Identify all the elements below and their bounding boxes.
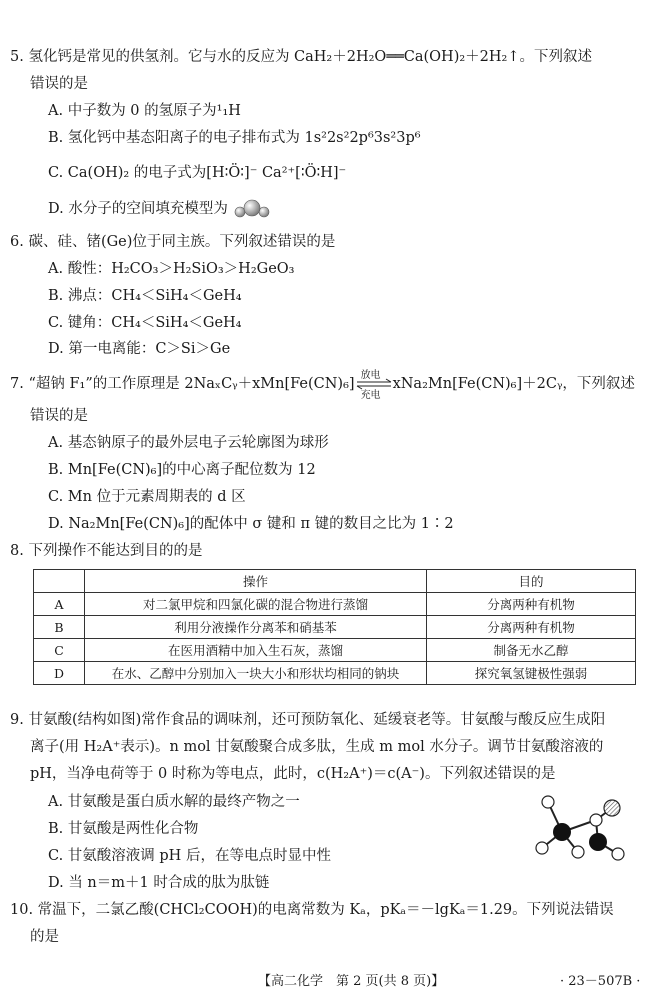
table-header-cell: 操作 (85, 570, 427, 593)
q10-stem-line1: 10. 常温下，二氯乙酸(CHCl₂COOH)的电离常数为 Kₐ，pKₐ＝－lgKₐ＝1.29。下列说法错误 (10, 902, 614, 918)
q7-option-c: C. Mn 位于元素周期表的 d 区 (48, 489, 246, 505)
q5-option-a: A. 中子数为 0 的氢原子为¹₁H (48, 103, 241, 119)
table-cell-operation: 利用分液操作分离苯和硝基苯 (85, 616, 427, 639)
hydrogen-atom (612, 848, 624, 860)
table-row (34, 616, 636, 639)
carbon-atom (589, 833, 607, 851)
water-space-filling-model (232, 199, 272, 219)
table-cell-label: A (34, 593, 85, 616)
q9-stem-line2: 离子(用 H₂A⁺表示)。n mol 甘氨酸聚合成多肽，生成 m mol 水分子。调节甘氨酸溶液的 (30, 739, 604, 755)
reaction-arrow (355, 370, 393, 401)
hydrogen-atom (590, 814, 602, 826)
q5-option-d (48, 199, 272, 219)
hydrogen-atom (542, 796, 554, 808)
q9-option-d: D. 当 n＝m＋1 时合成的肽为肽链 (48, 875, 270, 891)
table-cell-operation: 在医用酒精中加入生石灰，蒸馏 (85, 639, 427, 662)
table-header-cell (34, 570, 85, 593)
q6-option-a: A. 酸性：H₂CO₃＞H₂SiO₃＞H₂GeO₃ (48, 261, 295, 277)
q6-stem: 6. 碳、硅、锗(Ge)位于同主族。下列叙述错误的是 (10, 234, 336, 250)
q7-option-d: D. Na₂Mn[Fe(CN)₆]的配体中 σ 键和 π 键的数目之比为 1∶2 (48, 516, 454, 532)
q6-option-c: C. 键角：CH₄＜SiH₄＜GeH₄ (48, 315, 242, 331)
table-cell-label: D (34, 662, 85, 685)
q5-stem-line2: 错误的是 (30, 76, 88, 92)
hydrogen-atom (572, 846, 584, 858)
q10-stem-line2: 的是 (30, 929, 59, 945)
table-cell-label: C (34, 639, 85, 662)
carbon-atom (553, 823, 571, 841)
arrow-label-charge: 充电 (360, 390, 381, 401)
table-cell-purpose: 分离两种有机物 (427, 593, 636, 616)
table-cell-purpose: 制备无水乙醇 (427, 639, 636, 662)
hydrogen-atom (536, 842, 548, 854)
page-footer-code: · 23－507B · (560, 974, 641, 989)
q7-stem-line2: 错误的是 (30, 408, 88, 424)
table-cell-operation: 对二氯甲烷和四氯化碳的混合物进行蒸馏 (85, 593, 427, 616)
q7-stem-part2: xNa₂Mn[Fe(CN)₆]＋2Cᵧ，下列叙述 (392, 376, 635, 392)
q9-option-a: A. 甘氨酸是蛋白质水解的最终产物之一 (48, 794, 300, 810)
table-row (34, 639, 636, 662)
table-row (34, 662, 636, 685)
glycine-ball-and-stick-model (528, 790, 638, 870)
table-cell-label: B (34, 616, 85, 639)
table-cell-purpose: 分离两种有机物 (427, 616, 636, 639)
q7-stem-line1 (10, 370, 635, 401)
q9-option-b: B. 甘氨酸是两性化合物 (48, 821, 199, 837)
table-header-row (34, 570, 636, 593)
table-cell-operation: 在水、乙醇中分别加入一块大小和形状均相同的钠块 (85, 662, 427, 685)
q7-option-a: A. 基态钠原子的最外层电子云轮廓图为球形 (48, 435, 329, 451)
arrow-label-discharge: 放电 (360, 370, 381, 381)
oxygen-atom (604, 800, 620, 816)
q7-stem-part1: 7. “超钠 F₁”的工作原理是 2NaₓCᵧ＋xMn[Fe(CN)₆] (10, 376, 355, 392)
table-row (34, 593, 636, 616)
q6-option-b: B. 沸点：CH₄＜SiH₄＜GeH₄ (48, 288, 242, 304)
q9-stem-line1: 9. 甘氨酸(结构如图)常作食品的调味剂，还可预防氧化、延缓衰老等。甘氨酸与酸反应生成阳 (10, 712, 606, 728)
q5-option-b: B. 氢化钙中基态阳离子的电子排布式为 1s²2s²2p⁶3s²3p⁶ (48, 130, 421, 146)
q7-option-b: B. Mn[Fe(CN)₆]的中心离子配位数为 12 (48, 462, 316, 478)
q6-option-d: D. 第一电离能：C＞Si＞Ge (48, 341, 231, 357)
q9-option-c: C. 甘氨酸溶液调 pH 后，在等电点时显中性 (48, 848, 331, 864)
q8-stem: 8. 下列操作不能达到目的的是 (10, 543, 203, 559)
table-header-cell: 目的 (427, 570, 636, 593)
q9-stem-line3: pH，当净电荷等于 0 时称为等电点，此时，c(H₂A⁺)＝c(A⁻)。下列叙述错误的是 (30, 766, 556, 782)
q5-stem-line1: 5. 氢化钙是常见的供氢剂。它与水的反应为 CaH₂＋2H₂O══Ca(OH)₂＋2H₂↑。下列叙述 (10, 49, 593, 65)
page-footer-center: 【高二化学 第 2 页(共 8 页)】 (258, 974, 445, 989)
table-cell-purpose: 探究氧氢键极性强弱 (427, 662, 636, 685)
q8-table (33, 569, 636, 685)
q5-option-c: C. Ca(OH)₂ 的电子式为[H∶Ö∶]⁻ Ca²⁺[∶Ö∶H]⁻ (48, 165, 347, 181)
q5-option-d-text: D. 水分子的空间填充模型为 (48, 201, 228, 217)
